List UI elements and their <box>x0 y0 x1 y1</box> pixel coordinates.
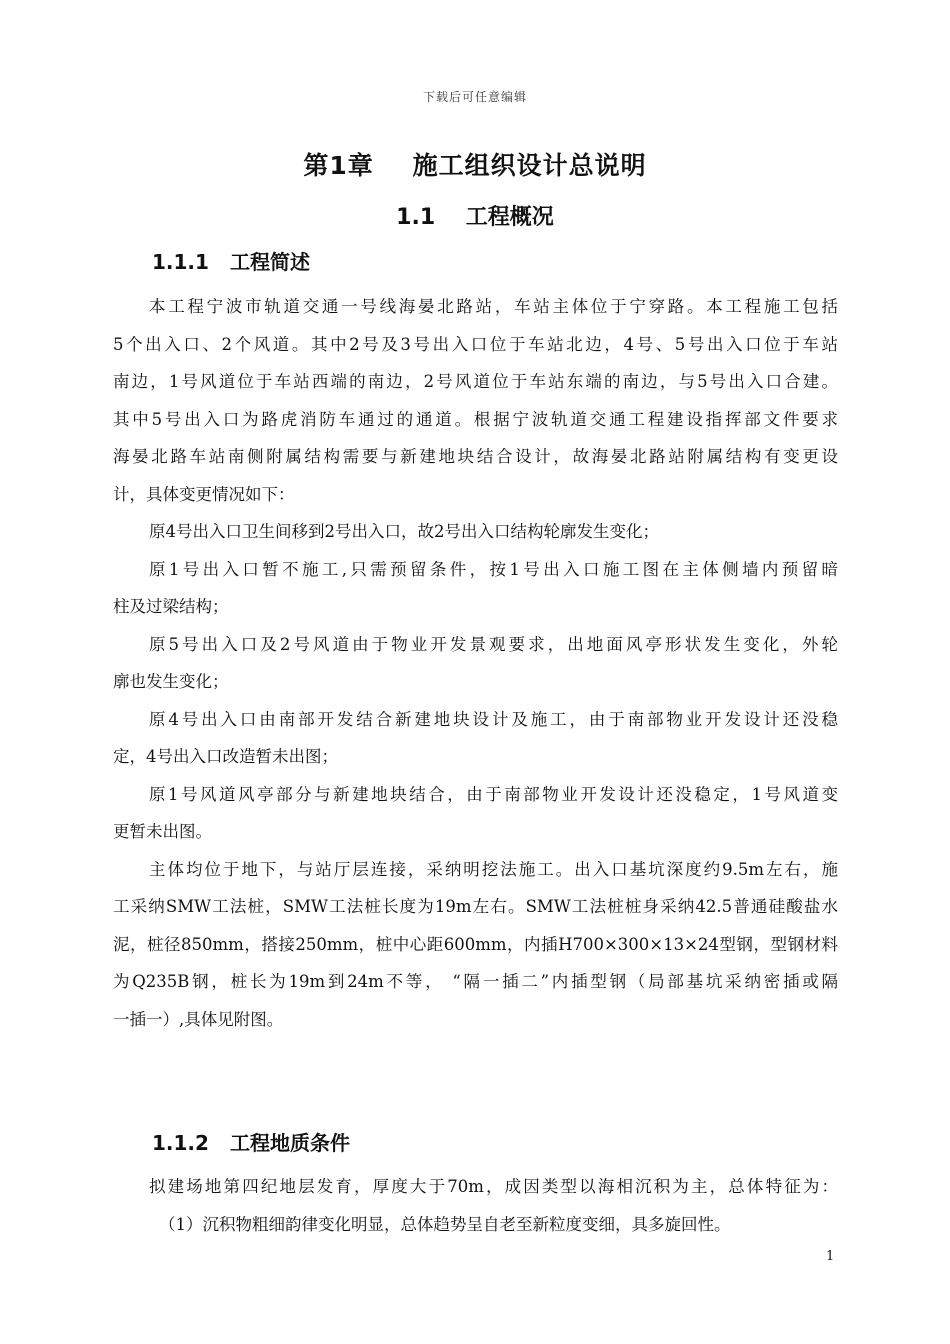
chapter-title <box>0 146 950 182</box>
subsection-body-1-1-2 <box>113 1168 838 1243</box>
paragraph-line: 定，4号出入口改造暂未出图； <box>113 747 338 766</box>
header-note: 下载后可任意编辑 <box>422 90 527 104</box>
paragraph-line: 其中5号出入口为路虎消防车通过的通道。根据宁波轨道交通工程建设指挥部文件要求 <box>113 409 838 429</box>
paragraph-line: 原1号出入口暂不施工,只需预留条件，按1号出入口施工图在主体侧墙内预留暗 <box>149 559 838 579</box>
paragraph-line: 更暂未出图。 <box>113 822 212 841</box>
chapter-title-text: 施工组织设计总说明 <box>412 151 647 180</box>
subsection-number: 1.1.2 <box>152 1131 209 1155</box>
paragraph-line: 原1号风道风亭部分与新建地块结合，由于南部物业开发设计还没稳定，1号风道变 <box>149 784 838 804</box>
subsection-number: 1.1.1 <box>152 250 209 274</box>
page-number: 1 <box>826 1249 835 1264</box>
chapter-number: 第1章 <box>303 151 374 180</box>
paragraph-line: 海晏北路车站南侧附属结构需要与新建地块结合设计，故海晏北路站附属结构有变更设 <box>113 447 838 466</box>
paragraph-line: 拟建场地第四纪地层发育，厚度大于70m，成因类型以海相沉积为主，总体特征为： <box>149 1177 838 1196</box>
subsection-title-text: 工程地质条件 <box>230 1131 350 1155</box>
paragraph-line: 主体均位于地下，与站厅层连接，采纳明挖法施工。出入口基坑深度约9.5m左右，施 <box>149 859 838 879</box>
subsection-body-1-1-1 <box>113 288 838 1038</box>
paragraph-line: 原5号出入口及2号风道由于物业开发景观要求，出地面风亭形状发生变化，外轮 <box>149 634 838 654</box>
paragraph-line: 原4号出入口由南部开发结合新建地块设计及施工，由于南部物业开发设计还没稳 <box>149 709 838 729</box>
paragraph-line: 计，具体变更情况如下： <box>113 484 295 504</box>
paragraph-line: 原4号出入口卫生间移到2号出入口，故2号出入口结构轮廓发生变化； <box>149 522 659 541</box>
subsection-title-1-1-1 <box>152 246 310 275</box>
paragraph-line: 柱及过梁结构； <box>113 597 229 616</box>
paragraph-line: （1）沉积物粗细韵律变化明显，总体趋势呈自老至新粒度变细，具多旋回性。 <box>159 1214 731 1234</box>
paragraph-line: 本工程宁波市轨道交通一号线海晏北路站，车站主体位于宁穿路。本工程施工包括 <box>149 297 838 316</box>
section-title-text: 工程概况 <box>465 205 554 230</box>
section-title <box>0 200 950 231</box>
paragraph-line: 一插一）,具体见附图。 <box>113 1009 284 1029</box>
paragraph-line: 廓也发生变化； <box>113 672 229 691</box>
subsection-title-text: 工程简述 <box>230 250 310 274</box>
paragraph-line: 为Q235B钢，桩长为19m到24m不等， “隔一插二”内插型钢（局部基坑采纳密插或隔 <box>113 972 838 991</box>
subsection-title-1-1-2 <box>152 1127 350 1156</box>
paragraph-line: 南边，1号风道位于车站西端的南边，2号风道位于车站东端的南边，与5号出入口合建。 <box>113 372 838 391</box>
paragraph-line: 5个出入口、2个风道。其中2号及3号出入口位于车站北边，4号、5号出入口位于车站 <box>113 334 838 354</box>
section-number: 1.1 <box>396 205 436 230</box>
paragraph-line: 工采纳SMW工法桩，SMW工法桩长度为19m左右。SMW工法桩桩身采纳42.5普通硅酸盐水 <box>113 897 838 916</box>
paragraph-line: 泥，桩径850mm，搭接250mm，桩中心距600mm，内插H700×300×13×24型钢，型钢材料 <box>113 934 838 954</box>
